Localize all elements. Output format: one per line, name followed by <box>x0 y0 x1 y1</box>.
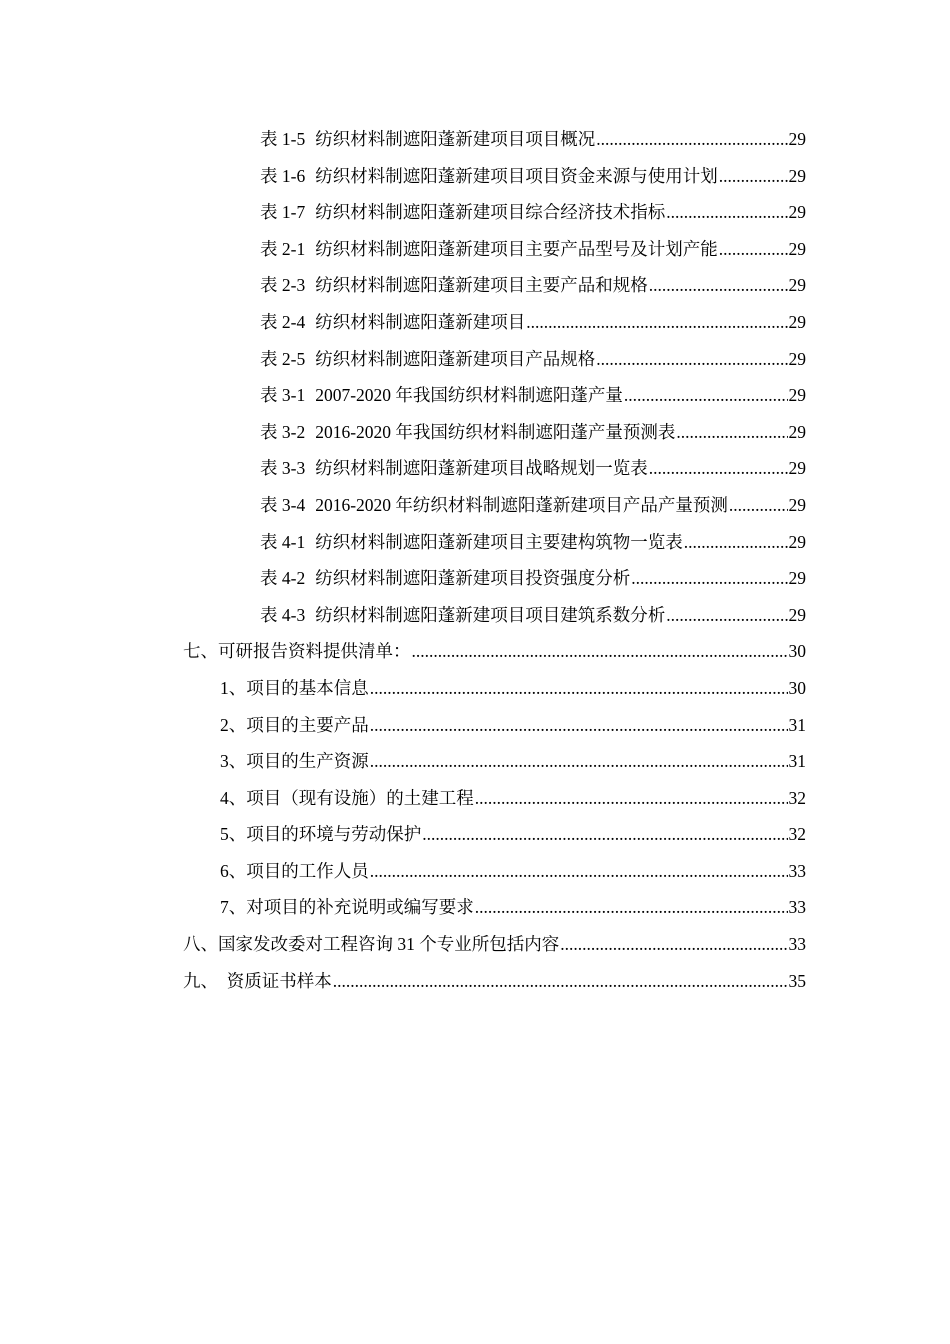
dot-leader <box>370 707 788 744</box>
toc-page-number: 29 <box>788 494 806 515</box>
toc-entry-section-8[interactable] <box>0 926 806 963</box>
toc-page-number: 29 <box>788 421 806 442</box>
toc-entry-title: 纺织材料制遮阳蓬新建项目项目概况 <box>315 129 596 149</box>
toc-table-number: 表 1-7 <box>260 202 306 223</box>
toc-table-number: 表 2-4 <box>260 311 306 332</box>
toc-entry-table-4-3[interactable] <box>0 597 806 634</box>
toc-entry-title: 纺织材料制遮阳蓬新建项目主要产品型号及计划产能 <box>315 238 718 259</box>
toc-entry-title: 2016-2020 年我国纺织材料制遮阳蓬产量预测表 <box>315 421 676 442</box>
toc-entry-title: 7、对项目的补充说明或编写要求 <box>220 897 474 918</box>
toc-table-number: 表 4-3 <box>260 604 306 625</box>
toc-page-number: 31 <box>788 751 806 772</box>
toc-entry-title: 3、项目的生产资源 <box>220 751 369 772</box>
dot-leader <box>596 341 787 378</box>
toc-table-number: 表 3-2 <box>260 421 306 442</box>
toc-entry-table-4-2[interactable] <box>0 560 806 597</box>
toc-page-number: 31 <box>788 714 806 735</box>
toc-page-number: 29 <box>788 238 806 259</box>
toc-entry-title: 1、项目的基本信息 <box>220 677 369 698</box>
dot-leader <box>649 450 788 487</box>
toc-entry-title: 纺织材料制遮阳蓬新建项目项目资金来源与使用计划 <box>315 165 718 186</box>
toc-entry-table-2-4[interactable] <box>0 304 806 341</box>
toc-table-number: 表 4-2 <box>260 568 306 589</box>
toc-entry-table-4-1[interactable] <box>0 524 806 561</box>
toc-entry-title: 4、项目（现有设施）的土建工程 <box>220 787 474 808</box>
toc-page-number: 29 <box>788 311 806 332</box>
toc-page-number: 29 <box>788 202 806 223</box>
dot-leader <box>729 487 788 524</box>
table-of-contents <box>0 121 950 999</box>
dot-leader <box>676 414 787 451</box>
toc-page-number: 33 <box>788 860 806 881</box>
toc-entry-table-1-6[interactable] <box>0 158 806 195</box>
dot-leader <box>475 780 788 817</box>
toc-page-number: 29 <box>788 458 806 479</box>
toc-entry-title: 纺织材料制遮阳蓬新建项目 <box>315 311 526 332</box>
toc-entry-title: 纺织材料制遮阳蓬新建项目战略规划一览表 <box>315 458 648 479</box>
dot-leader <box>475 889 788 926</box>
dot-leader <box>596 121 787 158</box>
toc-entry-table-3-1[interactable] <box>0 377 806 414</box>
toc-page-number: 29 <box>788 385 806 406</box>
dot-leader <box>684 524 788 561</box>
toc-table-number: 表 1-5 <box>260 129 306 149</box>
toc-entry-section-7-5[interactable] <box>0 816 806 853</box>
toc-entry-section-7-4[interactable] <box>0 780 806 817</box>
toc-entry-title: 纺织材料制遮阳蓬新建项目主要产品和规格 <box>315 275 648 296</box>
dot-leader <box>666 597 787 634</box>
toc-entry-title: 纺织材料制遮阳蓬新建项目投资强度分析 <box>315 568 631 589</box>
toc-entry-title: 2、项目的主要产品 <box>220 714 369 735</box>
dot-leader <box>333 963 788 1000</box>
toc-page-number: 29 <box>788 275 806 296</box>
dot-leader <box>526 304 787 341</box>
toc-page-number: 30 <box>788 677 806 698</box>
toc-entry-table-2-3[interactable] <box>0 267 806 304</box>
toc-entry-title: 5、项目的环境与劳动保护 <box>220 824 422 845</box>
toc-entry-table-3-2[interactable] <box>0 414 806 451</box>
toc-entry-section-7-1[interactable] <box>0 670 806 707</box>
toc-entry-title: 纺织材料制遮阳蓬新建项目综合经济技术指标 <box>315 202 666 223</box>
toc-entry-section-7-2[interactable] <box>0 707 806 744</box>
toc-entry-section-7-7[interactable] <box>0 889 806 926</box>
toc-entry-title: 纺织材料制遮阳蓬新建项目产品规格 <box>315 348 596 369</box>
toc-entry-title: 九、 资质证书样本 <box>183 970 332 991</box>
toc-entry-title: 纺织材料制遮阳蓬新建项目主要建构筑物一览表 <box>315 531 683 552</box>
dot-leader <box>631 560 787 597</box>
toc-table-number: 表 3-3 <box>260 458 306 479</box>
toc-page-number: 29 <box>788 348 806 369</box>
toc-entry-table-3-3[interactable] <box>0 450 806 487</box>
toc-entry-table-1-5[interactable] <box>0 121 806 158</box>
toc-entry-section-7-3[interactable] <box>0 743 806 780</box>
dot-leader <box>370 670 788 707</box>
toc-page-number: 32 <box>788 787 806 808</box>
dot-leader <box>666 194 787 231</box>
toc-page-number: 33 <box>788 897 806 918</box>
toc-page-number: 29 <box>788 531 806 552</box>
toc-entry-title: 纺织材料制遮阳蓬新建项目项目建筑系数分析 <box>315 604 666 625</box>
toc-entry-section-7-6[interactable] <box>0 853 806 890</box>
toc-entry-section-7[interactable] <box>0 633 806 670</box>
toc-table-number: 表 2-5 <box>260 348 306 369</box>
toc-table-number: 表 2-1 <box>260 238 306 259</box>
toc-page-number: 32 <box>788 824 806 845</box>
toc-entry-section-9[interactable] <box>0 963 806 1000</box>
dot-leader <box>649 267 788 304</box>
toc-page-number: 29 <box>788 129 806 149</box>
toc-page-number: 30 <box>788 641 806 662</box>
toc-entry-title: 八、国家发改委对工程咨询 31 个专业所包括内容 <box>183 934 560 955</box>
dot-leader <box>719 158 788 195</box>
dot-leader <box>370 743 788 780</box>
toc-table-number: 表 4-1 <box>260 531 306 552</box>
toc-entry-table-2-1[interactable] <box>0 231 806 268</box>
toc-entry-title: 七、可研报告资料提供清单： <box>183 641 411 662</box>
toc-page-number: 29 <box>788 165 806 186</box>
dot-leader <box>560 926 787 963</box>
dot-leader <box>719 231 788 268</box>
dot-leader <box>370 853 788 890</box>
toc-page-number: 29 <box>788 604 806 625</box>
toc-page-number: 33 <box>788 934 806 955</box>
toc-entry-title: 2016-2020 年纺织材料制遮阳蓬新建项目产品产量预测 <box>315 494 728 515</box>
toc-page-number: 35 <box>788 970 806 991</box>
dot-leader <box>422 816 787 853</box>
toc-page-number: 29 <box>788 568 806 589</box>
toc-entry-table-1-7[interactable] <box>0 194 806 231</box>
toc-entry-table-3-4[interactable] <box>0 487 806 524</box>
dot-leader <box>412 633 788 670</box>
toc-table-number: 表 2-3 <box>260 275 306 296</box>
toc-table-number: 表 1-6 <box>260 165 306 186</box>
toc-table-number: 表 3-1 <box>260 385 306 406</box>
toc-entry-title: 6、项目的工作人员 <box>220 860 369 881</box>
toc-table-number: 表 3-4 <box>260 494 306 515</box>
toc-entry-table-2-5[interactable] <box>0 341 806 378</box>
dot-leader <box>624 377 788 414</box>
toc-entry-title: 2007-2020 年我国纺织材料制遮阳蓬产量 <box>315 385 623 406</box>
